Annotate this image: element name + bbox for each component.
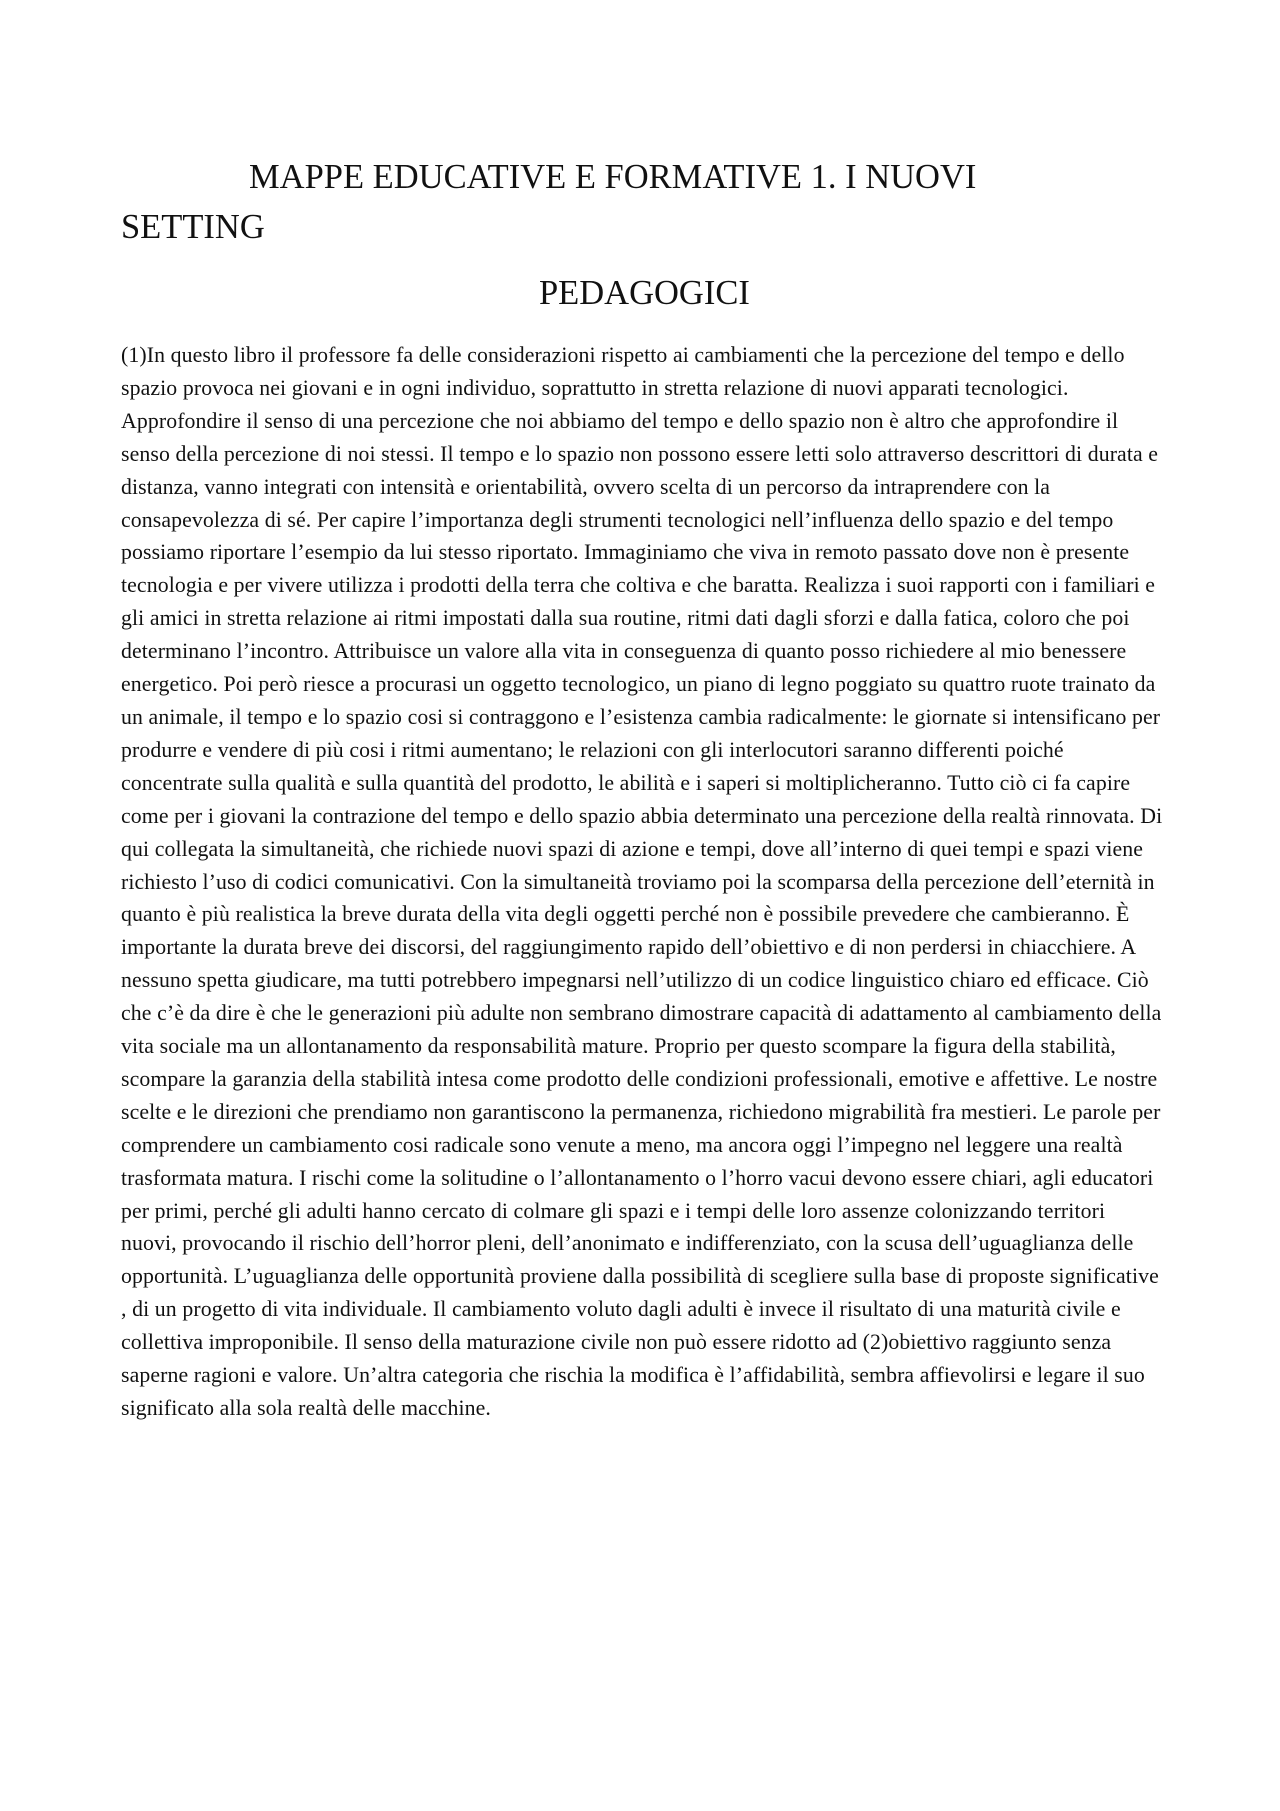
body-paragraph: (1)In questo libro il professore fa delle considerazioni rispetto ai cambiamenti che la percezione del tempo e dello spazio provoca nei giovani e in ogni individuo, soprattutto in stretta relazione di nuovi apparati tecnologici. Approfondire il senso di una percezione che noi abbiamo del tempo e dello spazio non è altro che approfondire il senso della percezione di noi stessi. Il tempo e lo spazio non possono essere letti solo attraverso descrittori di durata e distanza, vanno integrati con intensità e orientabilità, ovvero scelta di un percorso da intraprendere con la consapevolezza di sé. Per capire l’importanza degli strumenti tecnologici nell’influenza dello spazio e del tempo possiamo riportare l’esempio da lui stesso riportato. Immaginiamo che viva in remoto passato dove non è presente tecnologia e per vivere utilizza i prodotti della terra che coltiva e che baratta. Realizza i suoi rapporti con i familiari e gli amici in stretta relazione ai ritmi impostati dalla sua routine, ritmi dati dagli sforzi e dalla fatica, coloro che poi determinano l’incontro. Attribuisce un valore alla vita in conseguenza di quanto posso richiedere al mio benessere energetico. Poi però riesce a procurasi un oggetto tecnologico, un piano di legno poggiato su quattro ruote trainato da un animale, il tempo e lo spazio cosi si contraggono e l’esistenza cambia radicalmente: le giornate si intensificano per produrre e vendere di più cosi i ritmi aumentano; le relazioni con gli interlocutori saranno differenti poiché concentrate sulla qualità e sulla quantità del prodotto, le abilità e i saperi si moltiplicheranno. Tutto ciò ci fa capire come per i giovani la contrazione del tempo e dello spazio abbia determinato una percezione della realtà rinnovata. Di qui collegata la simultaneità, che richiede nuovi spazi di azione e tempi, dove all’interno di quei tempi e spazi viene richiesto l’uso di codici comunicativi. Con la simultaneità troviamo poi la scomparsa della percezione dell’eternità in quanto è più realistica la breve durata della vita degli oggetti perché non è possibile prevedere che cambieranno. È importante la durata breve dei discorsi, del raggiungimento rapido dell’obiettivo e di non perdersi in chiacchiere. A nessuno spetta giudicare, ma tutti potrebbero impegnarsi nell’utilizzo di un codice linguistico chiaro ed efficace. Ciò che c’è da dire è che le generazioni più adulte non sembrano dimostrare capacità di adattamento al cambiamento della vita sociale ma un allontanamento da responsabilità mature. Proprio per questo scompare la figura della stabilità, scompare la garanzia della stabilità intesa come prodotto delle condizioni professionali, emotive e affettive. Le nostre scelte e le direzioni che prendiamo non garantiscono la permanenza, richiedono migrabilità fra mestieri. Le parole per comprendere un cambiamento cosi radicale sono venute a meno, ma ancora oggi l’impegno nel leggere una realtà trasformata matura. I rischi come la solitudine o l’allontanamento o l’horro vacui devono essere chiari, agli educatori per primi, perché gli adulti hanno cercato di colmare gli spazi e i tempi delle loro assenze colonizzando territori nuovi, provocando il rischio dell’horror pleni, dell’anonimato e indifferenziato, con la scusa dell’uguaglianza delle opportunità. L’uguaglianza delle opportunità proviene dalla possibilità di scegliere sulla base di proposte significative , di un progetto di vita individuale. Il cambiamento voluto dagli adulti è invece il risultato di una maturità civile e collettiva improponibile. Il senso della maturazione civile non può essere ridotto ad (2)obiettivo raggiunto senza saperne ragioni e valore. Un’altra categoria che rischia la modifica è l’affidabilità, sembra affievolirsi e legare il suo significato alla sola realtà delle macchine. <box>121 343 1163 1420</box>
title-line-3: PEDAGOGICI <box>539 274 750 312</box>
title-line-1: MAPPE EDUCATIVE E FORMATIVE 1. I NUOVI <box>249 158 977 196</box>
title-line-2: SETTING <box>121 208 265 246</box>
body-text <box>121 339 1166 1425</box>
document-title <box>121 152 1161 318</box>
